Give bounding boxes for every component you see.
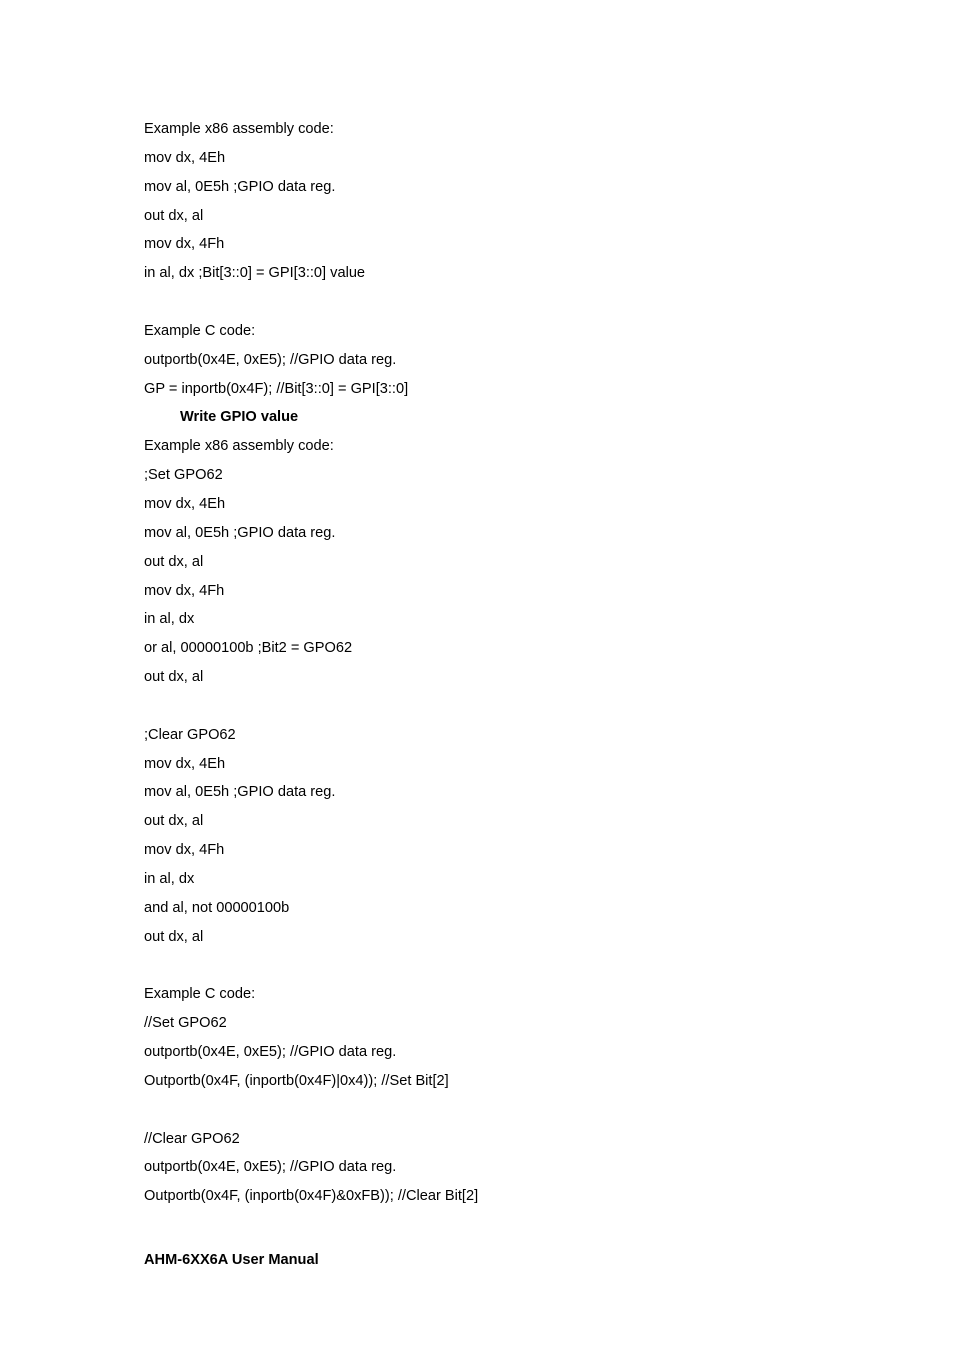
code-line: and al, not 00000100b: [144, 899, 290, 916]
spacer: [144, 951, 864, 980]
code-line: //Clear GPO62: [144, 1130, 240, 1147]
code-line: ;Clear GPO62: [144, 726, 236, 743]
code-line: out dx, al: [144, 928, 204, 945]
c-example-label: Example C code:: [144, 986, 256, 1003]
asm-example-label: Example x86 assembly code:: [144, 121, 334, 137]
code-line: ;Set GPO62: [144, 467, 223, 484]
code-line: mov dx, 4Eh: [144, 755, 226, 772]
code-line: GP = inportb(0x4F); //Bit[3::0] = GPI[3::0]: [144, 380, 409, 397]
code-line: mov dx, 4Eh: [144, 495, 226, 512]
code-line: in al, dx ;Bit[3::0] = GPI[3::0] value: [144, 265, 366, 282]
code-line: mov dx, 4Fh: [144, 842, 225, 859]
code-line: mov al, 0E5h ;GPIO data reg.: [144, 784, 336, 801]
code-line: out dx, al: [144, 813, 204, 830]
code-line: mov dx, 4Fh: [144, 236, 225, 253]
code-line: //Set GPO62: [144, 1015, 227, 1032]
code-line: mov dx, 4Eh: [144, 149, 226, 166]
code-line: in al, dx: [144, 870, 195, 887]
code-line: out dx, al: [144, 669, 204, 686]
asm-example-label: Example x86 assembly code:: [144, 438, 334, 455]
code-line: mov al, 0E5h ;GPIO data reg.: [144, 524, 336, 541]
code-line: mov al, 0E5h ;GPIO data reg.: [144, 178, 336, 195]
section-heading: Write GPIO value: [180, 409, 299, 426]
c-example-label: Example C code:: [144, 322, 256, 339]
code-line: outportb(0x4E, 0xE5); //GPIO data reg.: [144, 1159, 397, 1176]
spacer: [144, 1096, 864, 1125]
document-body: [144, 115, 864, 1211]
code-line: or al, 00000100b ;Bit2 = GPO62: [144, 640, 353, 657]
code-line: Outportb(0x4F, (inportb(0x4F)&0xFB)); //Clear Bit[2]: [144, 1188, 479, 1205]
page-footer: AHM-6XX6A User Manual: [144, 1252, 319, 1268]
code-line: Outportb(0x4F, (inportb(0x4F)|0x4)); //Set Bit[2]: [144, 1072, 449, 1089]
code-line: in al, dx: [144, 611, 195, 628]
code-line: out dx, al: [144, 207, 204, 224]
code-line: mov dx, 4Fh: [144, 582, 225, 599]
code-line: out dx, al: [144, 553, 204, 570]
spacer: [144, 288, 864, 317]
code-line: outportb(0x4E, 0xE5); //GPIO data reg.: [144, 351, 397, 368]
code-line: outportb(0x4E, 0xE5); //GPIO data reg.: [144, 1044, 397, 1060]
spacer: [144, 692, 864, 721]
